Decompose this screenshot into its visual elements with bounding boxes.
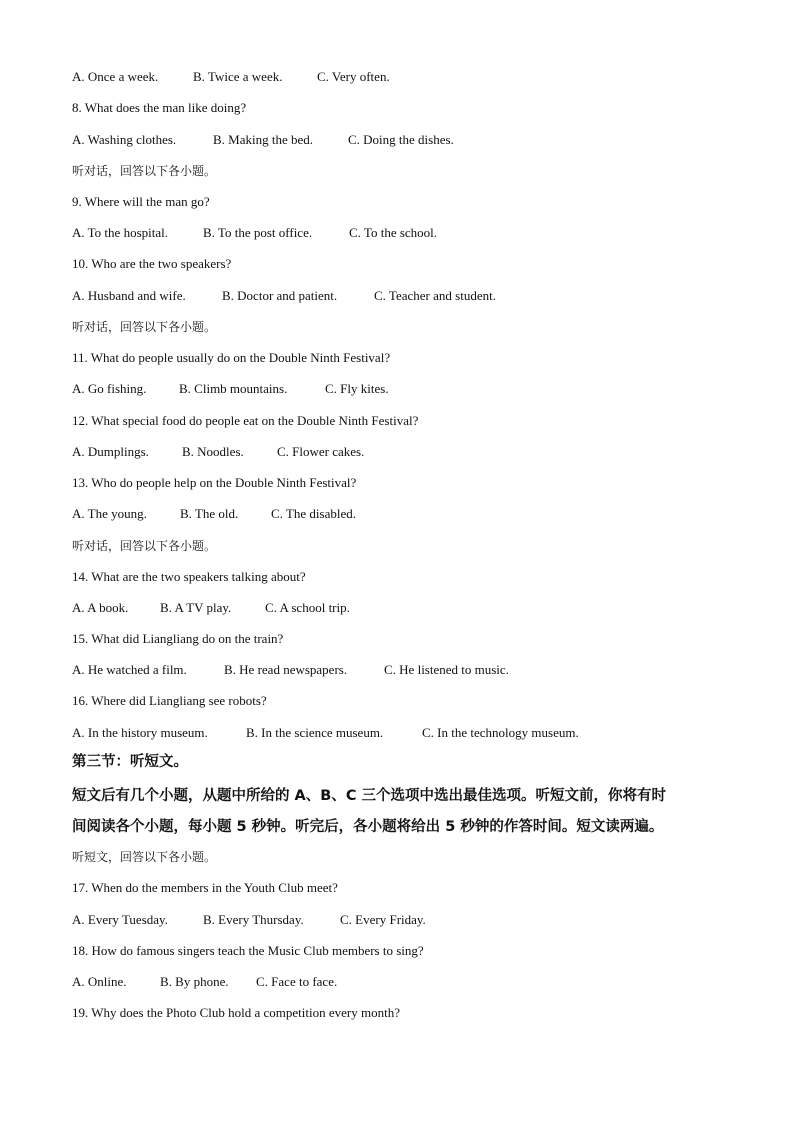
options-line: [72, 725, 579, 741]
option-a: A. Husband and wife.: [72, 288, 186, 303]
option-c: C. The disabled.: [271, 506, 356, 521]
options-line: [72, 912, 426, 928]
section-heading: 第三节：听短文。: [72, 754, 188, 770]
option-c: C. A school trip.: [265, 600, 350, 615]
question-8: 8. What does the man like doing?: [72, 100, 247, 115]
option-b: B. Climb mountains.: [179, 381, 288, 396]
question-16: 16. Where did Liangliang see robots?: [72, 693, 267, 708]
options-line: [72, 225, 437, 241]
question-13: 13. Who do people help on the Double Ninth Festival?: [72, 475, 357, 490]
question-15: 15. What did Liangliang do on the train?: [72, 631, 284, 646]
option-c: C. Doing the dishes.: [348, 132, 454, 147]
question-18: 18. How do famous singers teach the Music Club members to sing?: [72, 943, 424, 958]
option-b: B. By phone.: [160, 974, 229, 989]
option-c: C. In the technology museum.: [422, 725, 579, 740]
option-a: A. The young.: [72, 506, 147, 521]
options-line: [72, 444, 364, 460]
option-a: A. In the history museum.: [72, 725, 208, 740]
option-a: A. Washing clothes.: [72, 132, 177, 147]
question-11: 11. What do people usually do on the Double Ninth Festival?: [72, 350, 391, 365]
option-b: B. To the post office.: [203, 225, 313, 240]
option-b: B. He read newspapers.: [224, 662, 348, 677]
option-a: A. Every Tuesday.: [72, 912, 168, 927]
option-a: A. He watched a film.: [72, 662, 187, 677]
section-instruction: 听对话，回答以下各小题。: [72, 539, 217, 553]
option-a: A. Online.: [72, 974, 127, 989]
option-a: A. Go fishing.: [72, 381, 147, 396]
question-19: 19. Why does the Photo Club hold a competition every month?: [72, 1005, 400, 1020]
question-14: 14. What are the two speakers talking about?: [72, 569, 306, 584]
option-b: B. The old.: [180, 506, 239, 521]
option-c: C. Flower cakes.: [277, 444, 365, 459]
section-instruction: 听对话，回答以下各小题。: [72, 320, 217, 334]
options-line: [72, 974, 337, 990]
option-b: B. Making the bed.: [213, 132, 314, 147]
option-b: B. Noodles.: [182, 444, 244, 459]
section-instruction: 听短文，回答以下各小题。: [72, 850, 217, 864]
section-instruction: 听对话，回答以下各小题。: [72, 164, 217, 178]
option-b: B. Doctor and patient.: [222, 288, 338, 303]
option-c: C. Face to face.: [256, 974, 338, 989]
section-directions-line-1: 短文后有几个小题，从题中所给的 A、B、C 三个选项中选出最佳选项。听短文前，你将有时: [72, 788, 667, 804]
option-a: A. To the hospital.: [72, 225, 168, 240]
options-line: [72, 381, 389, 397]
option-c: C. To the school.: [349, 225, 438, 240]
option-c: C. Every Friday.: [340, 912, 426, 927]
question-12: 12. What special food do people eat on the Double Ninth Festival?: [72, 413, 419, 428]
option-a: A. A book.: [72, 600, 129, 615]
option-b: B. Every Thursday.: [203, 912, 304, 927]
options-line: [72, 288, 496, 304]
option-b: B. A TV play.: [160, 600, 232, 615]
question-9: 9. Where will the man go?: [72, 194, 210, 209]
option-a: A. Dumplings.: [72, 444, 149, 459]
option-c: C. He listened to music.: [384, 662, 509, 677]
option-a: A. Once a week.: [72, 69, 159, 84]
question-17: 17. When do the members in the Youth Club meet?: [72, 880, 338, 895]
options-line: [72, 69, 390, 85]
option-c: C. Fly kites.: [325, 381, 389, 396]
question-10: 10. Who are the two speakers?: [72, 256, 232, 271]
options-line: [72, 600, 350, 616]
options-line: [72, 132, 454, 148]
option-c: C. Teacher and student.: [374, 288, 496, 303]
section-directions-line-2: 间阅读各个小题，每小题 5 秒钟。听完后，各小题将给出 5 秒钟的作答时间。短文读两遍。: [72, 819, 664, 835]
option-c: C. Very often.: [317, 69, 390, 84]
option-b: B. In the science museum.: [246, 725, 384, 740]
option-b: B. Twice a week.: [193, 69, 283, 84]
options-line: [72, 506, 356, 522]
options-line: [72, 662, 509, 678]
